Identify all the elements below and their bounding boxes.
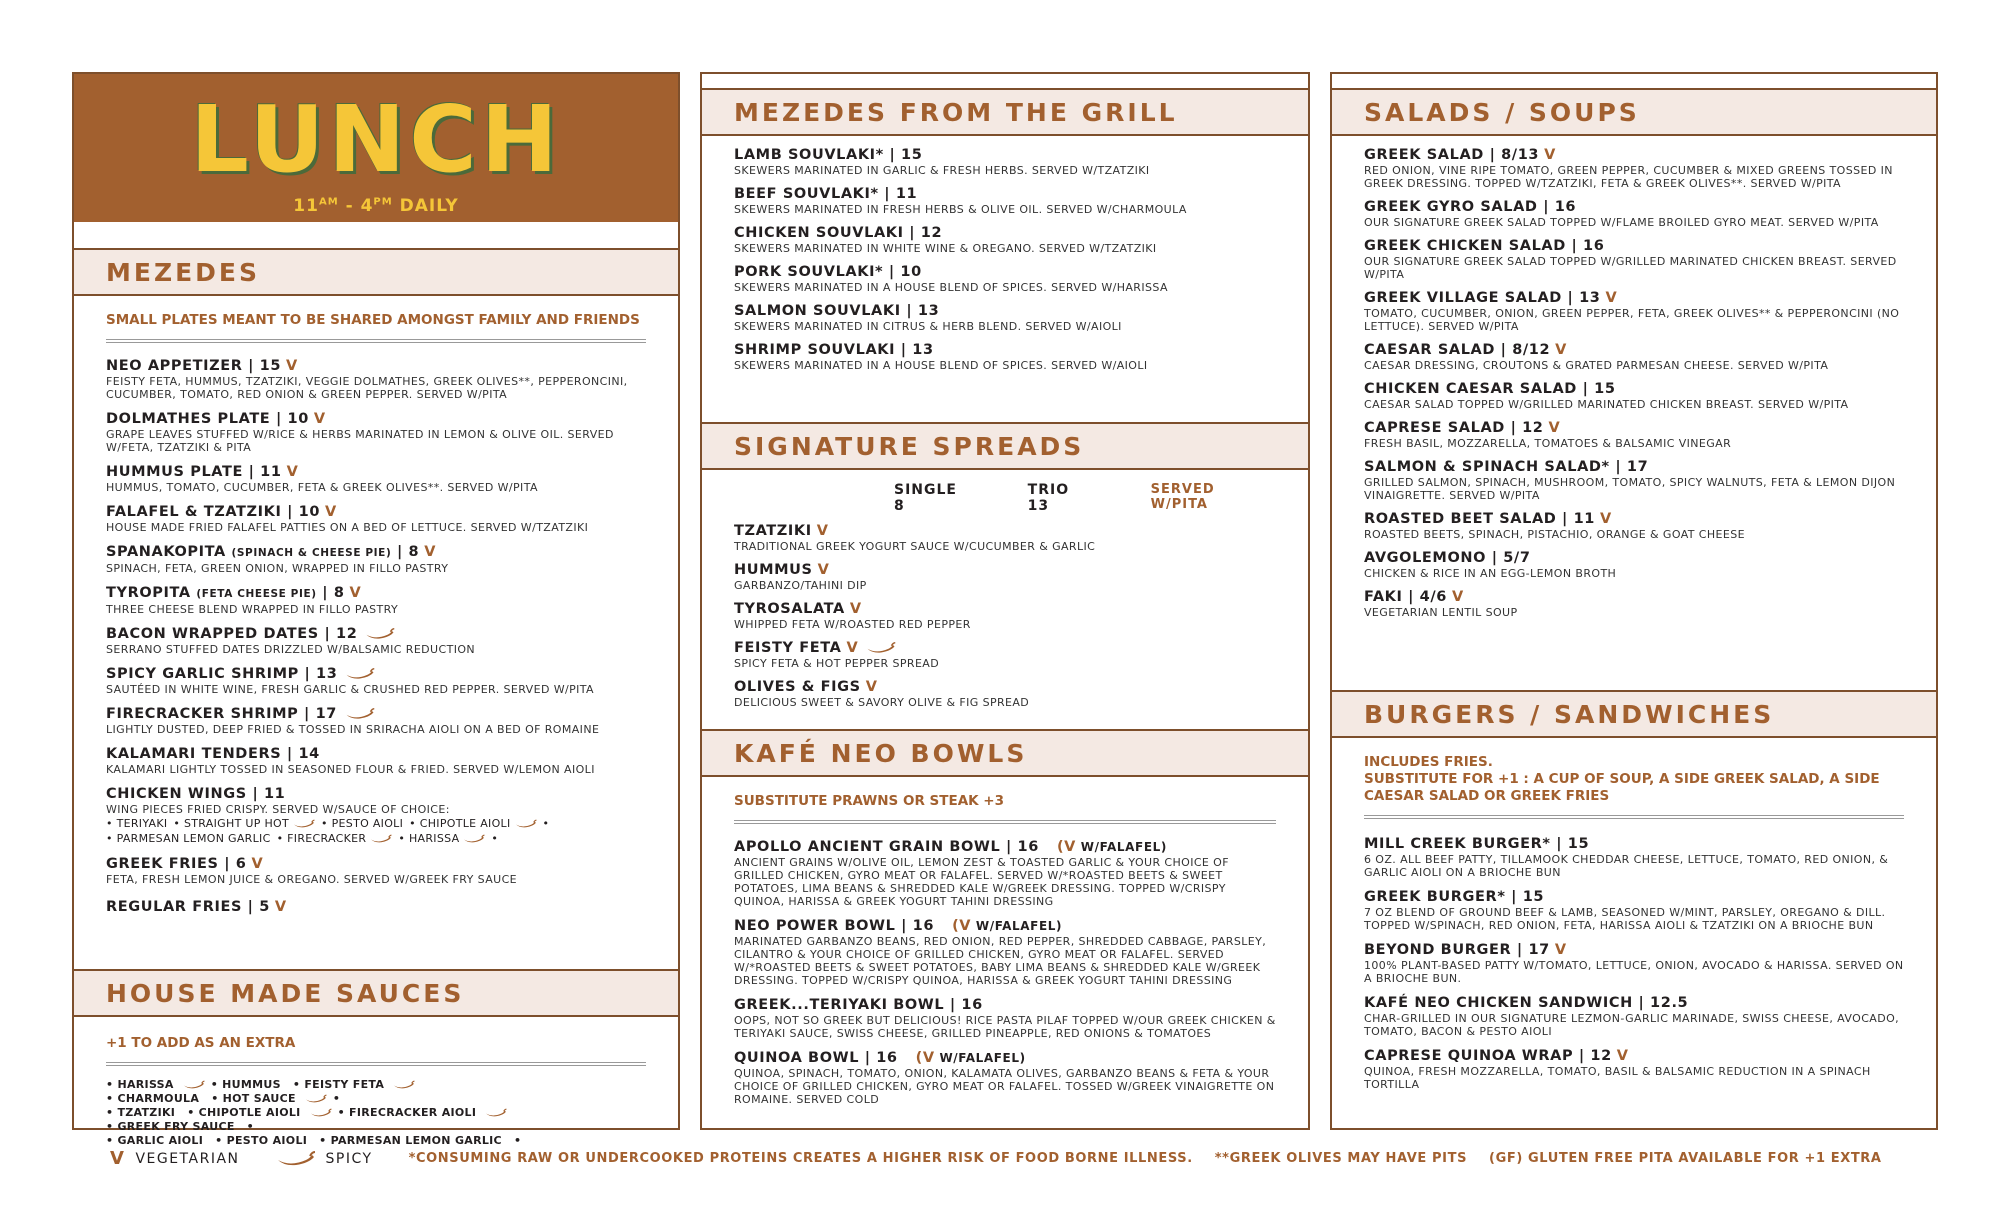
item-name: MILL CREEK BURGER* | 15 [1364,836,1590,852]
sauce-option: • [513,1134,522,1147]
item-desc: HUMMUS, TOMATO, CUCUMBER, FETA & GREEK OLIVES**. SERVED W/PITA [106,481,538,494]
item-desc: CAESAR DRESSING, CROUTONS & GRATED PARMESAN CHEESE. SERVED W/PITA [1364,359,1829,372]
item-name: GREEK SALAD | 8/13 V [1364,147,1556,163]
vegetarian-icon: V [846,640,859,656]
mezedes-title: MEZEDES [106,257,260,287]
chili-pepper-icon [370,834,392,844]
item-name: BEEF SOUVLAKI* | 11 [734,186,918,202]
footer [110,1148,1940,1169]
menu-item [106,584,646,616]
item-desc: MARINATED GARBANZO BEANS, RED ONION, RED PEPPER, SHREDDED CABBAGE, PARSLEY, CILANTRO & YOUR CHOICE OF GRILLED CHICKEN, GYRO MEAT OR FALAFEL. SERVED W/*ROASTED BEETS & SWEET POTATOES, BABY LIMA BEANS & SHREDDED KALE W/GREEK DRESSING. TOPPED W/CRISPY QUINOA, HARISSA & GREEK YOGURT TAHINI DRESSING [734,935,1267,987]
item-desc: TRADITIONAL GREEK YOGURT SAUCE W/CUCUMBER & GARLIC [734,540,1096,553]
item-desc: SKEWERS MARINATED IN FRESH HERBS & OLIVE OIL. SERVED W/CHARMOULA [734,203,1187,216]
item-name: CHICKEN CAESAR SALAD | 15 [1364,381,1616,397]
vegetarian-icon: V [110,1148,126,1169]
menu-item [1364,941,1904,985]
sauce-option: • CHIPOTLE AIOLI [409,817,536,830]
item-name: TYROSALATA V [734,601,862,617]
mezedes-note: SMALL PLATES MEANT TO BE SHARED AMONGST FAMILY AND FRIENDS [106,312,640,328]
menu-item [734,302,1276,333]
item-desc: WING PIECES FRIED CRISPY. SERVED W/SAUCE OF CHOICE: [106,803,450,816]
item-desc: OOPS, NOT SO GREEK BUT DELICIOUS! RICE PASTA PILAF TOPPED W/OUR GREEK CHICKEN & TERIYAKI SAUCE, SWISS CHEESE, GRILLED PINEAPPLE, RED ONIONS & TOMATOES [734,1014,1276,1040]
menu-item [106,463,646,494]
sauce-option: • CHARMOULA [106,1092,200,1105]
item-name: PORK SOUVLAKI* | 10 [734,264,922,280]
item-name: ROASTED BEET SALAD | 11 V [1364,511,1612,527]
legend-label: SPICY [325,1150,373,1167]
sauce-option: • FIRECRACKER AIOLI [338,1106,508,1119]
sauce-option: • PARMESAN LEMON GARLIC [319,1134,502,1147]
sauces-note: +1 TO ADD AS AN EXTRA [106,1035,296,1051]
vegetarian-icon: V [286,358,298,374]
mezedes-header [74,248,678,296]
item-name: SPICY GARLIC SHRIMP | 13 [106,665,646,683]
item-name: AVGOLEMONO | 5/7 [1364,550,1531,566]
item-name: GREEK GYRO SALAD | 16 [1364,199,1577,215]
menu-item [734,522,1276,553]
item-name: CAPRESE QUINOA WRAP | 12 V [1364,1048,1629,1064]
spreads-body [702,472,1308,709]
item-name: HUMMUS V [734,562,830,578]
vegetarian-icon: V [1548,420,1561,436]
footer-note: *CONSUMING RAW OR UNDERCOOKED PROTEINS CREATES A HIGHER RISK OF FOOD BORNE ILLNESS. [408,1151,1193,1166]
vegetarian-icon: V [1554,942,1567,958]
menu-item [106,543,646,575]
menu-item [1364,419,1904,450]
wings-item [74,785,678,916]
vegetarian-icon: V [865,679,878,695]
item-desc: FRESH BASIL, MOZZARELLA, TOMATOES & BALSAMIC VINEGAR [1364,437,1732,450]
sauce-option: • CHIPOTLE AIOLI [187,1106,331,1119]
chili-pepper-icon [485,1108,507,1118]
item-name: OLIVES & FIGS V [734,679,878,695]
vegetarian-icon: V [1451,589,1464,605]
sauces-body [74,1019,678,1148]
item-desc: FEISTY FETA, HUMMUS, TZATZIKI, VEGGIE DOLMATHES, GREEK OLIVES**, PEPPERONCINI, CUCUMBER, TOMATO, RED ONION & GREEN PEPPER. SERVED W/PITA [106,375,628,401]
chili-pepper-icon [463,834,485,844]
item-desc: SKEWERS MARINATED IN WHITE WINE & OREGANO. SERVED W/TZATZIKI [734,242,1157,255]
item-desc: 6 OZ. ALL BEEF PATTY, TILLAMOOK CHEDDAR CHEESE, LETTUCE, TOMATO, RED ONION, & GARLIC AIOLI ON A BRIOCHE BUN [1364,853,1889,879]
sauce-option: • PARMESAN LEMON GARLIC [106,832,271,845]
lunch-title: LUNCH [190,86,562,193]
item-desc: TOMATO, CUCUMBER, ONION, GREEN PEPPER, FETA, GREEK OLIVES** & PEPPERONCINI (NO LETTUCE). SERVED W/PITA [1364,307,1900,333]
chili-pepper-icon [345,668,375,680]
menu-item [106,410,646,454]
item-desc: OUR SIGNATURE GREEK SALAD TOPPED W/FLAME BROILED GYRO MEAT. SERVED W/PITA [1364,216,1879,229]
spread-pricing [702,482,1308,514]
vegetarian-icon: V [424,544,437,560]
vegetarian-icon: V [1616,1048,1629,1064]
sauce-option: • TZATZIKI [106,1106,176,1119]
menu-item [734,185,1276,216]
footer-note: **GREEK OLIVES MAY HAVE PITS [1214,1151,1468,1166]
menu-item [1364,458,1904,502]
item-desc: SPINACH, FETA, GREEN ONION, WRAPPED IN FILLO PASTRY [106,562,449,575]
menu-item [734,600,1276,631]
menu-item [1364,888,1904,932]
item-desc: CHAR-GRILLED IN OUR SIGNATURE LEZMON-GARLIC MARINADE, SWISS CHEESE, AVOCADO, TOMATO, BACON & PESTO AIOLI [1364,1012,1900,1038]
menu-item [1364,146,1904,190]
legend-vegetarian [110,1148,240,1169]
item-name: GREEK BURGER* | 15 [1364,889,1545,905]
sauce-option: • GARLIC AIOLI [106,1134,204,1147]
item-desc: GRAPE LEAVES STUFFED W/RICE & HERBS MARINATED IN LEMON & OLIVE OIL. SERVED W/FETA, TZATZIKI & PITA [106,428,614,454]
sauce-option: • HUMMUS [210,1078,281,1091]
sauce-list [74,1078,678,1148]
burgers-note: INCLUDES FRIES. SUBSTITUTE FOR +1 : A CUP OF SOUP, A SIDE GREEK SALAD, A SIDE CAESAR SALAD OR GREEK FRIES [1364,754,1880,804]
vegetarian-icon: V [325,504,337,520]
item-name: SALMON SOUVLAKI | 13 [734,303,940,319]
menu-item [734,678,1276,709]
menu-item [106,745,646,776]
item-desc: SKEWERS MARINATED IN A HOUSE BLEND OF SPICES. SERVED W/HARISSA [734,281,1168,294]
grill-panel [700,72,1310,1130]
item-name: CHICKEN SOUVLAKI | 12 [734,225,943,241]
item-desc: SERRANO STUFFED DATES DRIZZLED W/BALSAMIC REDUCTION [106,643,476,656]
menu-item [106,625,646,656]
item-name: BACON WRAPPED DATES | 12 [106,625,646,643]
item-desc: HOUSE MADE FRIED FALAFEL PATTIES ON A BED OF LETTUCE. SERVED W/TZATZIKI [106,521,589,534]
mezedes-list [74,357,678,776]
sauce-option: • TERIYAKI [106,817,168,830]
menu-item [734,1049,1276,1106]
footer-note: (GF) GLUTEN FREE PITA AVAILABLE FOR +1 EXTRA [1489,1151,1882,1166]
item-name: SALMON & SPINACH SALAD* | 17 [1364,459,1649,475]
item-desc: CAESAR SALAD TOPPED W/GRILLED MARINATED CHICKEN BREAST. SERVED W/PITA [1364,398,1849,411]
menu-item [734,917,1276,987]
lunch-header [74,74,678,222]
burgers-header [1332,690,1936,738]
vegetarian-icon: V [849,601,862,617]
item-name: REGULAR FRIES | 5 V [106,899,287,915]
spread-list [702,522,1308,709]
vegetarian-icon: V [1605,290,1618,306]
item-name: HUMMUS PLATE | 11 V [106,464,299,480]
sauce-option: • [246,1120,254,1133]
item-desc: KALAMARI LIGHTLY TOSSED IN SEASONED FLOUR & FRIED. SERVED W/LEMON AIOLI [106,763,595,776]
item-name: FEISTY FETA V [734,639,1276,657]
sauces-header [74,969,678,1017]
chili-pepper-icon [515,819,537,829]
item-name: GREEK FRIES | 6 V [106,856,264,872]
item-name: GREEK VILLAGE SALAD | 13 V [1364,290,1618,306]
menu-item [734,224,1276,255]
menu-item [734,341,1276,372]
item-desc: ROASTED BEETS, SPINACH, PISTACHIO, ORANGE & GOAT CHEESE [1364,528,1745,541]
menu-item [734,263,1276,294]
vegetarian-icon: V [816,523,829,539]
chili-pepper-icon [293,819,315,829]
item-name: DOLMATHES PLATE | 10 V [106,411,326,427]
item-desc: FETA, FRESH LEMON JUICE & OREGANO. SERVED W/GREEK FRY SAUCE [106,873,518,886]
menu-item [1364,510,1904,541]
sauce-option: • HOT SAUCE [211,1092,327,1105]
lunch-hours: $11^{AM} - 4^{PM}$ DAILY [293,196,459,216]
item-desc: 100% PLANT-BASED PATTY W/TOMATO, LETTUCE, ONION, AVOCADO & HARISSA. SERVED ON A BRIOCHE BUN. [1364,959,1904,985]
chili-pepper-icon [310,1108,332,1118]
divider [734,820,1276,824]
menu-item [106,503,646,534]
sauce-option: • [332,1092,341,1105]
menu-item [734,838,1276,908]
item-name: CAESAR SALAD | 8/12 V [1364,342,1567,358]
item-desc: QUINOA, SPINACH, TOMATO, ONION, KALAMATA OLIVES, GARBANZO BEANS & FETA & YOUR CHOICE OF GRILLED CHICKEN, GYRO MEAT OR FALAFEL. TOSSED W/GREEK VINAIGRETTE ON ROMAINE. SERVED COLD [734,1067,1275,1106]
item-name: KALAMARI TENDERS | 14 [106,746,320,762]
vegetarian-icon: V [1599,511,1612,527]
item-name: GREEK...TERIYAKI BOWL | 16 [734,997,983,1013]
item-name: SPANAKOPITA (SPINACH & CHEESE PIE) | 8 V [106,544,437,560]
menu-item [1364,237,1904,281]
grill-list [702,146,1308,372]
spreads-title: SIGNATURE SPREADS [734,431,1085,461]
item-desc: VEGETARIAN LENTIL SOUP [1364,606,1518,619]
menu-item [734,146,1276,177]
chili-pepper-icon [345,708,375,720]
item-name: LAMB SOUVLAKI* | 15 [734,147,923,163]
sauce-option: • FEISTY FETA [293,1078,415,1091]
salads-panel [1330,72,1938,1130]
chili-pepper-icon [393,1080,415,1090]
item-desc: SKEWERS MARINATED IN CITRUS & HERB BLEND. SERVED W/AIOLI [734,320,1122,333]
burgers-title: BURGERS / SANDWICHES [1364,699,1775,729]
wing-sauce-options: • TERIYAKI • STRAIGHT UP HOT • PESTO AIOLI • CHIPOTLE AIOLI • [106,817,550,830]
sauces-title: HOUSE MADE SAUCES [106,978,465,1008]
lunch-panel [72,72,680,1147]
item-desc: WHIPPED FETA W/ROASTED RED PEPPER [734,618,971,631]
vegetarian-icon: (V [952,918,972,934]
item-desc: THREE CHEESE BLEND WRAPPED IN FILLO PASTRY [106,603,399,616]
bowl-list [702,838,1308,1106]
item-desc: CHICKEN & RICE IN AN EGG-LEMON BROTH [1364,567,1617,580]
divider [106,339,646,343]
item-desc: RED ONION, VINE RIPE TOMATO, GREEN PEPPER, CUCUMBER & MIXED GREENS TOSSED IN GREEK DRESSING. TOPPED W/TZATZIKI, FETA & GREEK OLIVES**. SERVED W/PITA [1364,164,1893,190]
chili-pepper-icon [305,1094,327,1104]
sauce-option: • HARISSA [398,832,485,845]
burgers-body [1332,740,1936,1091]
item-name: APOLLO ANCIENT GRAIN BOWL | 16 (V W/FALAFEL) [734,839,1167,855]
served-with: SERVED W/PITA [1150,482,1215,512]
item-name: FIRECRACKER SHRIMP | 17 [106,705,646,723]
item-name: BEYOND BURGER | 17 V [1364,942,1567,958]
bowls-header [702,729,1308,777]
bowls-body [702,779,1308,1106]
sauce-row [106,1106,646,1134]
menu-item [1364,380,1904,411]
item-desc: SAUTÉED IN WHITE WINE, FRESH GARLIC & CRUSHED RED PEPPER. SERVED W/PITA [106,683,594,696]
item-name: CAPRESE SALAD | 12 V [1364,420,1561,436]
vegetarian-icon: V [251,856,264,872]
item-desc: LIGHTLY DUSTED, DEEP FRIED & TOSSED IN SRIRACHA AIOLI ON A BED OF ROMAINE [106,723,600,736]
menu-item [1364,835,1904,879]
salad-list [1332,146,1936,619]
vegetarian-icon: V [1544,147,1556,163]
item-desc: SKEWERS MARINATED IN A HOUSE BLEND OF SPICES. SERVED W/AIOLI [734,359,1148,372]
item-desc: OUR SIGNATURE GREEK SALAD TOPPED W/GRILLED MARINATED CHICKEN BREAST. SERVED W/PITA [1364,255,1897,281]
chili-pepper-icon [276,1151,316,1167]
menu-item [1364,994,1904,1038]
menu-item [1364,341,1904,372]
divider [106,1062,646,1066]
chili-pepper-icon [866,642,896,654]
menu-item [106,665,646,696]
item-name: TYROPITA (FETA CHEESE PIE) | 8 V [106,585,362,601]
item-name: NEO APPETIZER | 15 V [106,358,298,374]
trio-price: TRIO 13 [1027,482,1070,514]
chili-pepper-icon [365,628,395,640]
sauce-row [106,1134,646,1148]
wing-sauce-options: • PARMESAN LEMON GARLIC • FIRECRACKER • HARISSA • [106,832,499,845]
sauce-option: • FIRECRACKER [277,832,393,845]
vegetarian-icon: V [349,585,362,601]
item-name: QUINOA BOWL | 16 (V W/FALAFEL) [734,1050,1026,1066]
item-desc: ANCIENT GRAINS W/OLIVE OIL, LEMON ZEST & TOASTED GARLIC & YOUR CHOICE OF GRILLED CHICKEN, GYRO MEAT OR FALAFEL. SERVED W/*ROASTED BEETS & SWEET POTATOES, LIMA BEANS & SHREDDED KALE W/GREEK DRESSING. TOPPED W/CRISPY QUINOA, HARISSA & GREEK YOGURT TAHINI DRESSING [734,856,1229,908]
menu-item [734,561,1276,592]
vegetarian-icon: V [817,562,830,578]
item-name: KAFÉ NEO CHICKEN SANDWICH | 12.5 [1364,995,1689,1011]
vegetarian-icon: (V [1056,839,1076,855]
item-desc: 7 OZ BLEND OF GROUND BEEF & LAMB, SEASONED W/MINT, PARSLEY, OREGANO & DILL. TOPPED W/SPINACH, RED ONION, FETA, HARISSA AIOLI & TZATZIKI ON A BRIOCHE BUN [1364,906,1886,932]
grill-header [702,88,1308,136]
menu-item [1364,588,1904,619]
vegetarian-icon: (V [915,1050,935,1066]
sauce-row [106,1078,646,1106]
salads-title: SALADS / SOUPS [1364,97,1640,127]
menu-item [734,639,1276,670]
item-name: GREEK CHICKEN SALAD | 16 [1364,238,1605,254]
spreads-header [702,422,1308,470]
menu-item [734,996,1276,1040]
sauce-option: • PESTO AIOLI [215,1134,308,1147]
sauce-option: • STRAIGHT UP HOT [173,817,315,830]
item-name: FAKI | 4/6 V [1364,589,1464,605]
item-name: NEO POWER BOWL | 16 (V W/FALAFEL) [734,918,1063,934]
menu-item [106,357,646,401]
item-desc: DELICIOUS SWEET & SAVORY OLIVE & FIG SPREAD [734,696,1030,709]
burger-list [1332,835,1936,1091]
menu-item [1364,289,1904,333]
sauce-option: • GREEK FRY SAUCE [106,1120,235,1133]
vegetarian-icon: V [1555,342,1567,358]
vegetarian-icon: V [313,411,326,427]
sauce-option: • HARISSA [106,1078,205,1091]
item-desc: SPICY FETA & HOT PEPPER SPREAD [734,657,940,670]
legend-spicy [276,1151,373,1167]
chili-pepper-icon [183,1080,205,1090]
item-desc: QUINOA, FRESH MOZZARELLA, TOMATO, BASIL & BALSAMIC REDUCTION IN A SPINACH TORTILLA [1364,1065,1871,1091]
salads-header [1332,88,1936,136]
divider [1364,815,1904,819]
grill-title: MEZEDES FROM THE GRILL [734,97,1178,127]
sauce-option: • PESTO AIOLI [321,817,404,830]
vegetarian-icon: V [286,464,299,480]
item-name: TZATZIKI V [734,523,829,539]
item-name: FALAFEL & TZATZIKI | 10 V [106,504,337,520]
item-desc: GARBANZO/TAHINI DIP [734,579,867,592]
legend-label: VEGETARIAN [135,1150,240,1167]
menu-item [1364,1047,1904,1091]
menu-item [1364,549,1904,580]
bowls-note: SUBSTITUTE PRAWNS OR STEAK +3 [734,793,1005,809]
item-name: SHRIMP SOUVLAKI | 13 [734,342,934,358]
item-name: CHICKEN WINGS | 11 [106,786,286,802]
bowls-title: KAFÉ NEO BOWLS [734,738,1028,768]
vegetarian-icon: V [274,899,287,915]
menu-item [1364,198,1904,229]
single-price: SINGLE 8 [894,482,957,514]
item-desc: SKEWERS MARINATED IN GARLIC & FRESH HERBS. SERVED W/TZATZIKI [734,164,1150,177]
item-desc: GRILLED SALMON, SPINACH, MUSHROOM, TOMATO, SPICY WALNUTS, FETA & LEMON DIJON VINAIGRETTE. SERVED W/PITA [1364,476,1896,502]
menu-item [106,705,646,736]
